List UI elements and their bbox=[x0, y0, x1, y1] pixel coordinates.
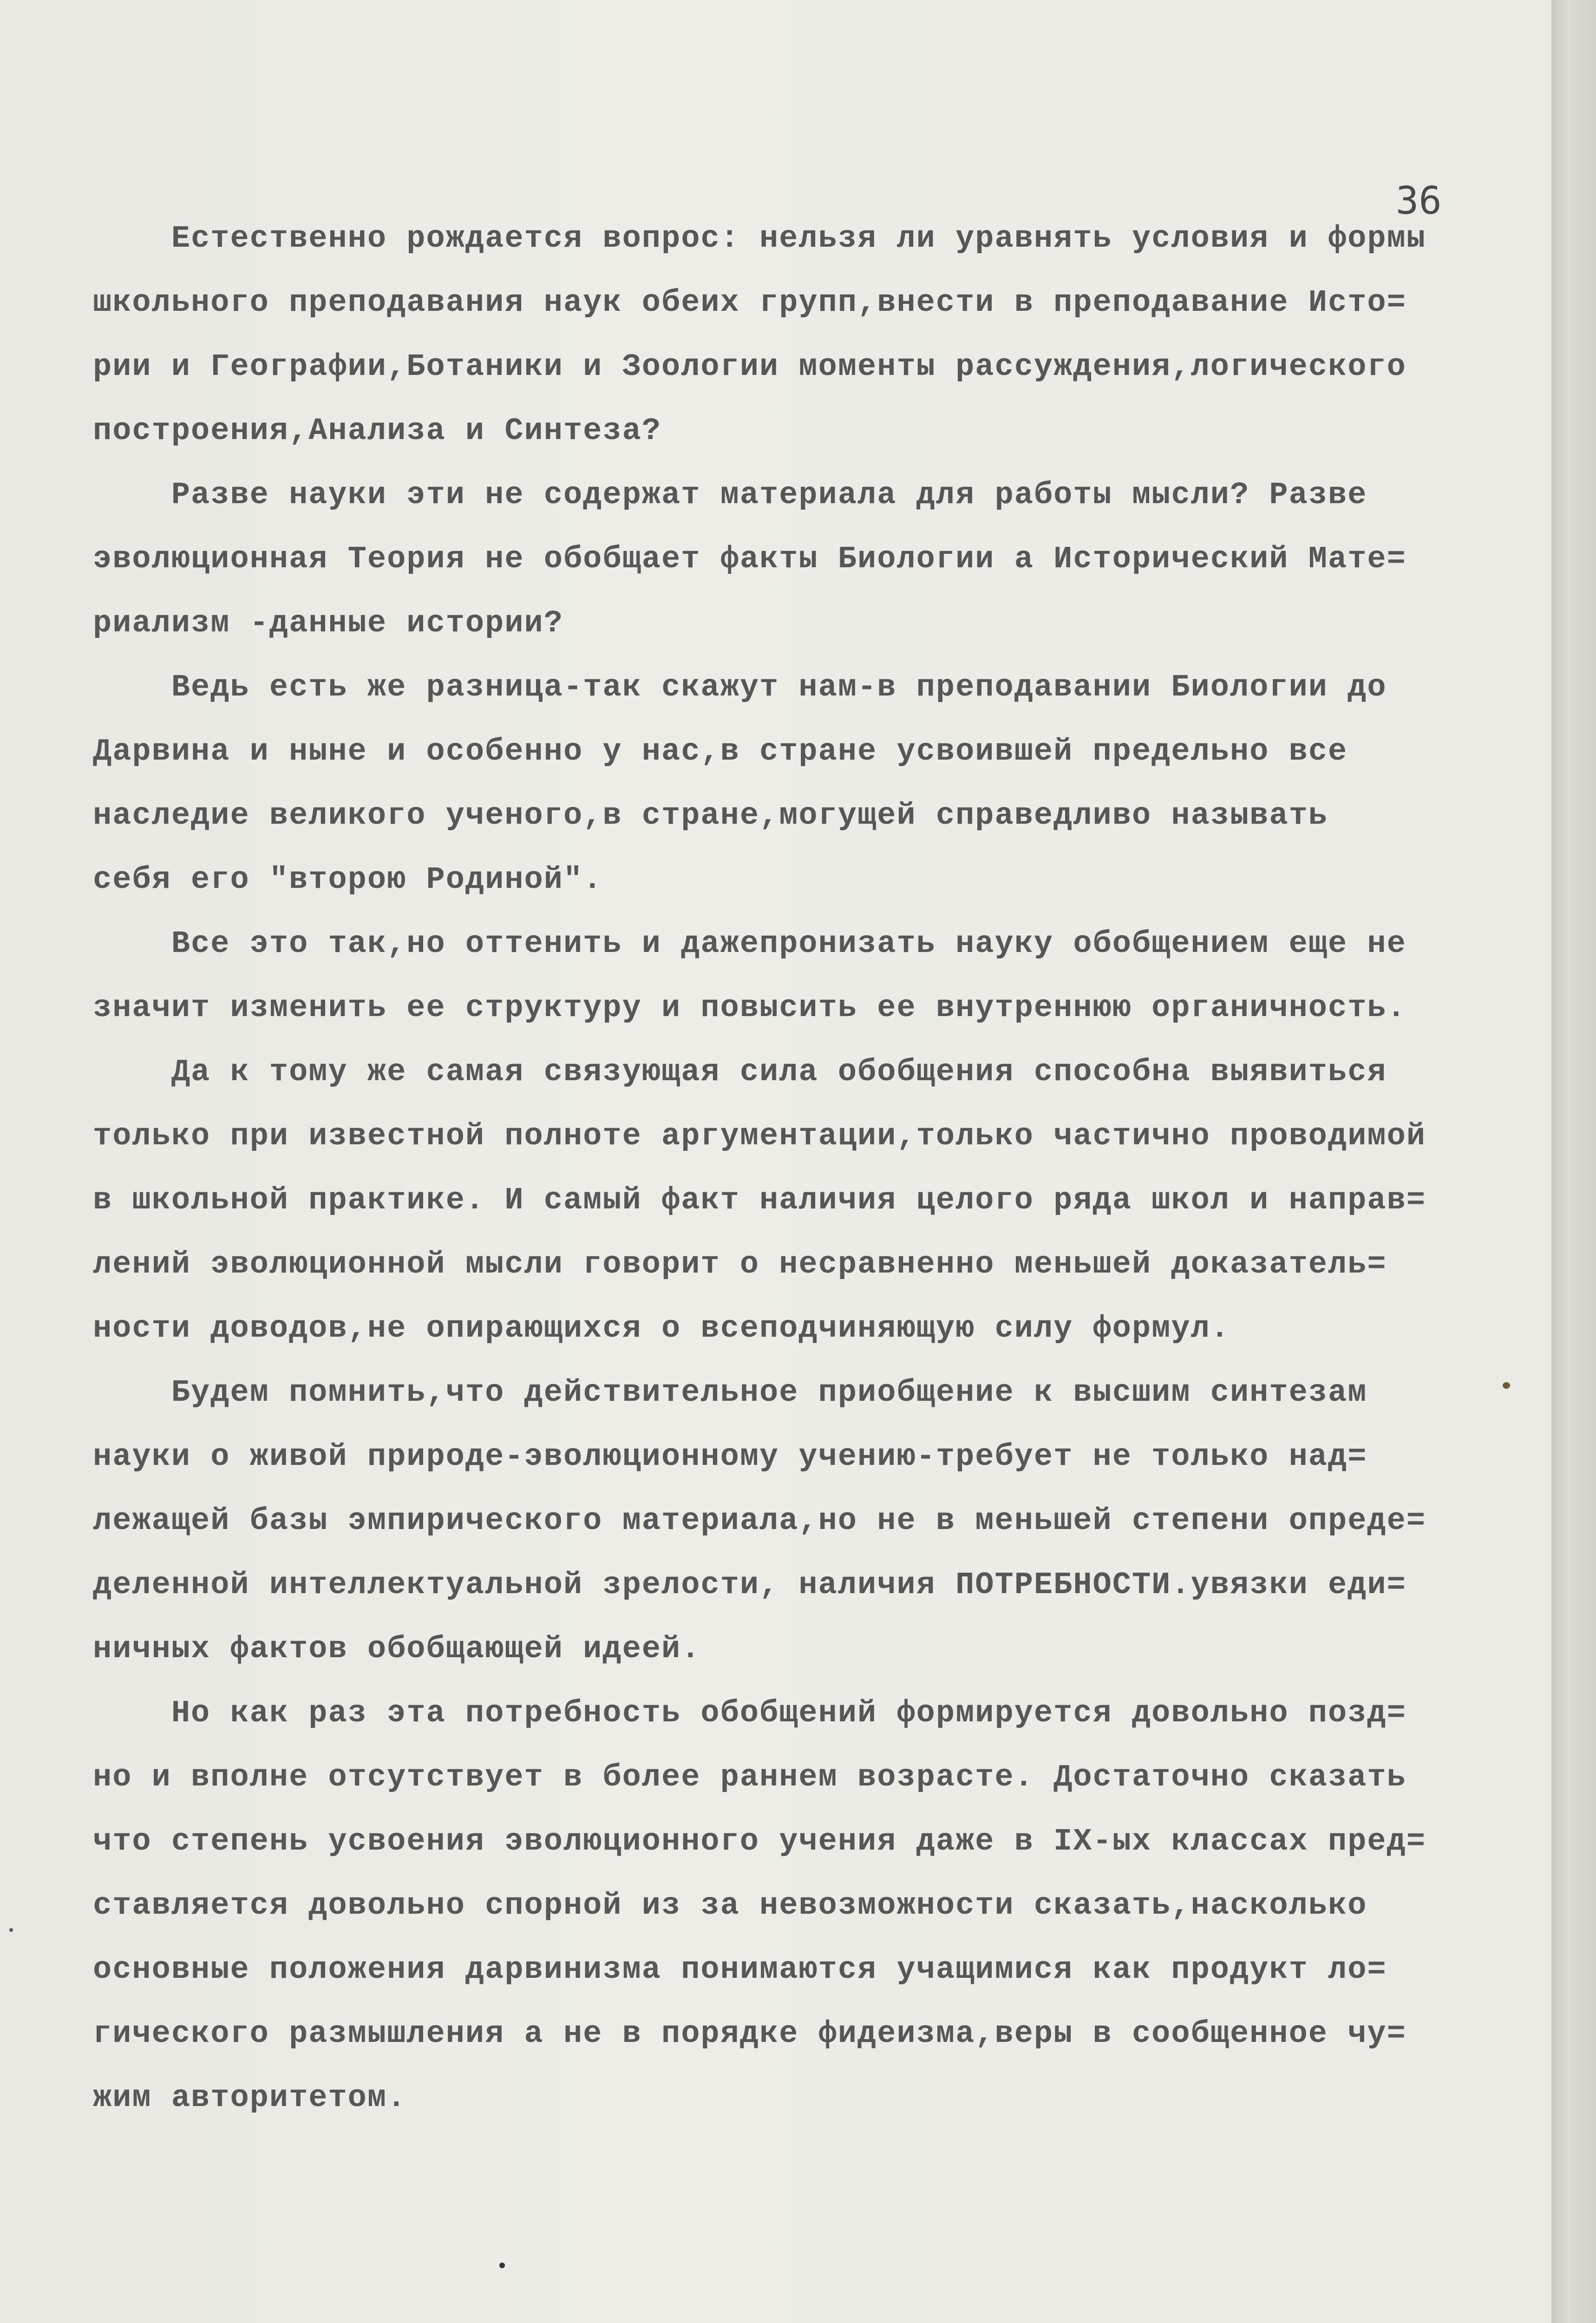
text-line: ставляется довольно спорной из за невозможности сказать,насколько bbox=[93, 1888, 1367, 1923]
text-line: что степень усвоения эволюционного учения даже в IX-ых классах пред= bbox=[93, 1824, 1426, 1859]
text-line: гического размышления а не в порядке фидеизма,веры в сообщенное чу= bbox=[93, 2016, 1406, 2052]
text-line: наследие великого ученого,в стране,могущей справедливо называть bbox=[93, 798, 1328, 833]
text-line: деленной интеллектуальной зрелости, наличия ПОТРЕБНОСТИ.увязки еди= bbox=[93, 1568, 1406, 1603]
text-line: Естественно рождается вопрос: нельзя ли уравнять условия и формы bbox=[93, 221, 1426, 256]
text-line: лений эволюционной мысли говорит о несравненно меньшей доказатель= bbox=[93, 1247, 1387, 1282]
text-line: жим авторитетом. bbox=[93, 2080, 407, 2116]
text-line: ности доводов,не опирающихся о всеподчиняющую силу формул. bbox=[93, 1311, 1230, 1346]
text-line: значит изменить ее структуру и повысить ее внутреннюю органичность. bbox=[93, 991, 1406, 1026]
text-line: лежащей базы эмпирического материала,но не в меньшей степени опреде= bbox=[93, 1503, 1426, 1539]
text-line: построения,Анализа и Синтеза? bbox=[93, 413, 661, 449]
page-number: 36 bbox=[1396, 179, 1442, 223]
text-line: Но как раз эта потребность обобщений формируется довольно позд= bbox=[93, 1696, 1406, 1731]
text-line: ничных фактов обобщающей идеей. bbox=[93, 1632, 701, 1667]
paper-speck bbox=[1503, 1382, 1510, 1389]
text-line: Разве науки эти не содержат материала для работы мысли? Разве bbox=[93, 478, 1367, 513]
text-line: Дарвина и ныне и особенно у нас,в стране усвоившей предельно все bbox=[93, 734, 1348, 769]
paper-speck bbox=[9, 1928, 13, 1932]
text-line: основные положения дарвинизма понимаются учащимися как продукт ло= bbox=[93, 1952, 1387, 1988]
text-line: науки о живой природе-эволюционному учению-требует не только над= bbox=[93, 1439, 1367, 1475]
text-line: рии и Географии,Ботаники и Зоологии моменты рассуждения,логического bbox=[93, 349, 1406, 385]
text-line: школьного преподавания наук обеих групп,внести в преподавание Исто= bbox=[93, 285, 1406, 321]
text-line: Ведь есть же разница-так скажут нам-в преподавании Биологии до bbox=[93, 670, 1387, 705]
page-edge bbox=[1551, 0, 1596, 2323]
text-line: Все это так,но оттенить и дажепронизать науку обобщением еще не bbox=[93, 926, 1406, 962]
text-line: себя его "второю Родиной". bbox=[93, 862, 603, 898]
text-line: эволюционная Теория не обобщает факты Биологии а Исторический Мате= bbox=[93, 542, 1406, 577]
typewritten-body bbox=[93, 207, 1524, 2130]
text-line: риализм -данные истории? bbox=[93, 606, 563, 641]
text-line: но и вполне отсутствует в более раннем возрасте. Достаточно сказать bbox=[93, 1760, 1406, 1795]
text-line: Да к тому же самая связующая сила обобщения способна выявиться bbox=[93, 1055, 1387, 1090]
text-line: только при известной полноте аргументации,только частично проводимой bbox=[93, 1119, 1426, 1154]
text-line: в школьной практике. И самый факт наличия целого ряда школ и направ= bbox=[93, 1183, 1426, 1218]
text-line: Будем помнить,что действительное приобщение к высшим синтезам bbox=[93, 1375, 1367, 1411]
paper-speck bbox=[499, 2263, 505, 2268]
